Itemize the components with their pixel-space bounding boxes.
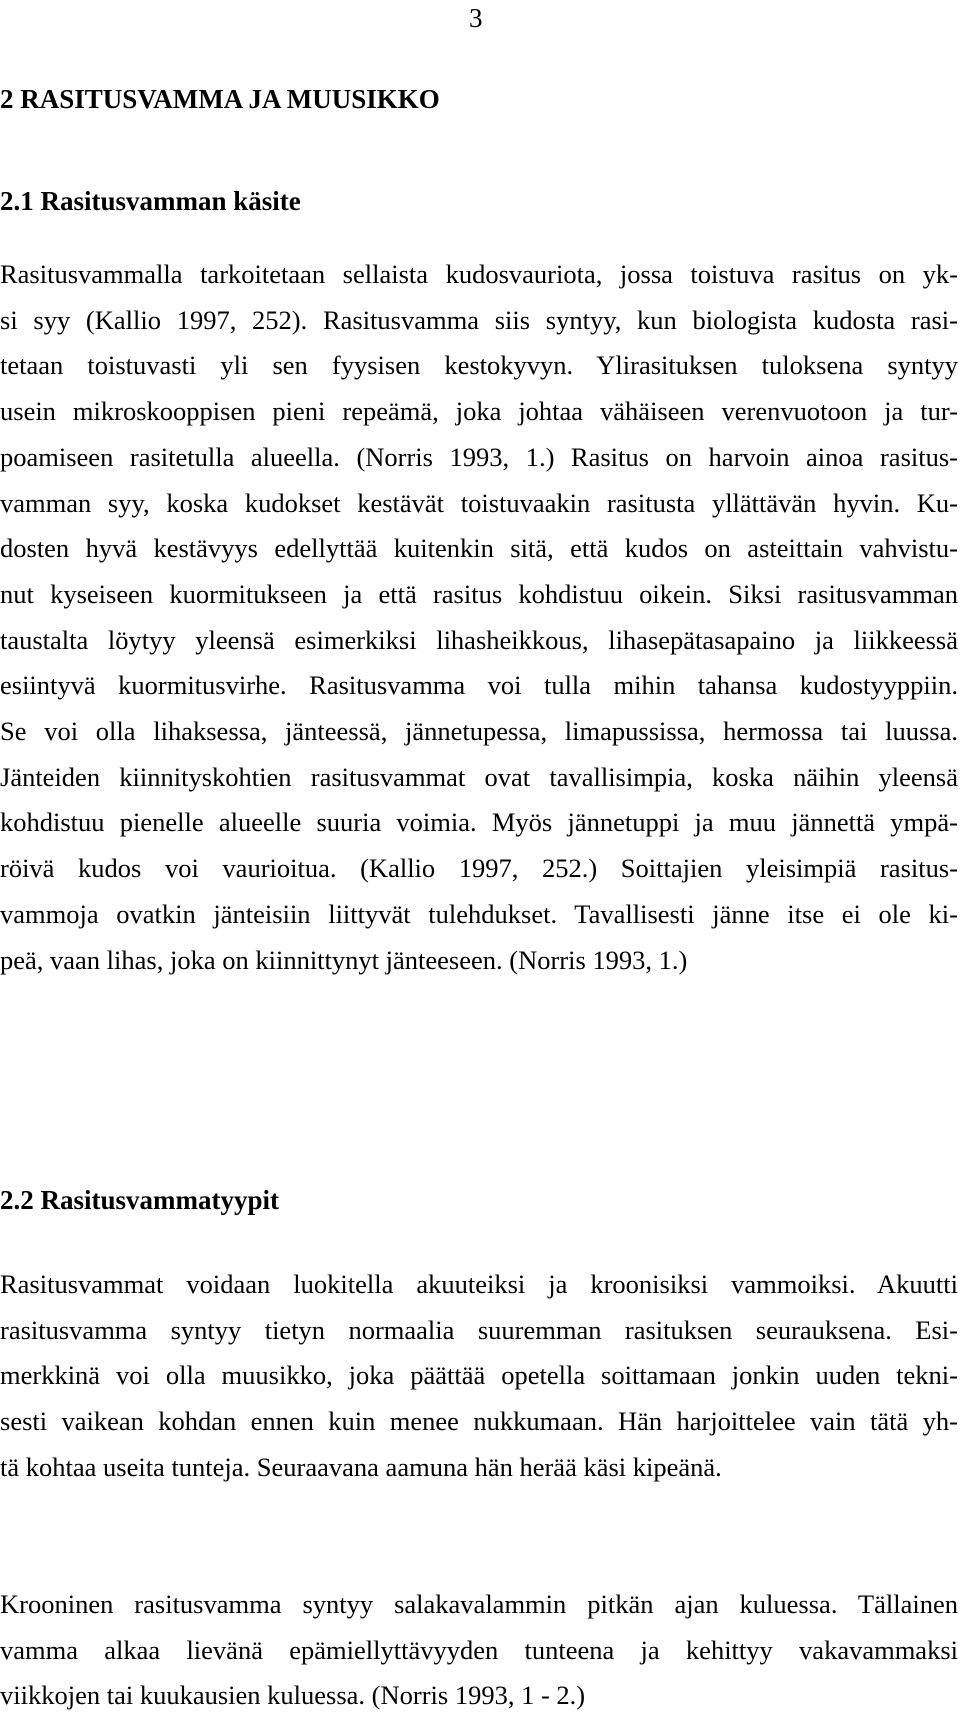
text-line: si syy (Kallio 1997, 252). Rasitusvamma siis syntyy, kun biologista kudosta rasi-: [0, 304, 958, 335]
text-line: vammoja ovatkin jänteisiin liittyvät tulehdukset. Tavallisesti jänne itse ei ole ki-: [0, 898, 958, 929]
text-line: Rasitusvammalla tarkoitetaan sellaista kudosvauriota, jossa toistuva rasitus on yk-: [0, 259, 958, 289]
text-line: Se voi olla lihaksessa, jänteessä, jännetupessa, limapussissa, hermossa tai luussa.: [0, 716, 958, 747]
text-line: Jänteiden kiinnityskohtien rasitusvammat ovat tavallisimpia, koska näihin yleensä: [0, 761, 958, 792]
text-line: taustalta löytyy yleensä esimerkiksi lihasheikkous, lihasepätasapaino ja liikkeessä: [0, 624, 958, 655]
section-heading-2-2: 2.2 Rasitusvammatyypit: [0, 1185, 280, 1215]
text-line: vamma alkaa lievänä epämiellyttävyyden tunteena ja kehittyy vakavammaksi: [0, 1634, 958, 1665]
text-line: kohdistuu pienelle alueelle suuria voimia. Myös jännetuppi ja muu jännettä ympä-: [0, 807, 958, 838]
text-line: tetaan toistuvasti yli sen fyysisen kestokyvyn. Ylirasituksen tuloksena syntyy: [0, 350, 958, 381]
text-line: merkkinä voi olla muusikko, joka päättää opetella soittamaan jonkin uuden tekni-: [0, 1360, 958, 1391]
text-line: viikkojen tai kuukausien kuluessa. (Norris 1993, 1 - 2.): [0, 1680, 586, 1711]
text-line: röivä kudos voi vaurioitua. (Kallio 1997, 252.) Soittajien yleisimpiä rasitus-: [0, 853, 958, 884]
text-line: usein mikroskooppisen pieni repeämä, joka johtaa vähäiseen verenvuotoon ja tur-: [0, 396, 958, 427]
page-number: 3: [469, 3, 483, 33]
text-line: poamiseen rasitetulla alueella. (Norris 1993, 1.) Rasitus on harvoin ainoa rasitus-: [0, 441, 958, 472]
paragraph-stress-injury-concept: [0, 252, 958, 983]
paragraph-chronic-injury: [0, 1582, 958, 1719]
text-line: Rasitusvammat voidaan luokitella akuuteiksi ja kroonisiksi vammoiksi. Akuutti: [0, 1269, 958, 1299]
text-line: esiintyvä kuormitusvirhe. Rasitusvamma voi tulla mihin tahansa kudostyyppiin.: [0, 670, 958, 701]
chapter-heading: 2 RASITUSVAMMA JA MUUSIKKO: [0, 84, 440, 114]
text-line: tä kohtaa useita tunteja. Seuraavana aamuna hän herää käsi kipeänä.: [0, 1451, 722, 1482]
text-line: peä, vaan lihas, joka on kiinnittynyt jänteeseen. (Norris 1993, 1.): [0, 944, 688, 975]
text-line: sesti vaikean kohdan ennen kuin menee nukkumaan. Hän harjoittelee vain tätä yh-: [0, 1406, 958, 1437]
text-line: Krooninen rasitusvamma syntyy salakavalammin pitkän ajan kuluessa. Tällainen: [0, 1589, 958, 1619]
section-heading-2-1: 2.1 Rasitusvamman käsite: [0, 186, 301, 216]
text-line: rasitusvamma syntyy tietyn normaalia suuremman rasituksen seurauksena. Esi-: [0, 1314, 958, 1345]
paragraph-acute-injury: [0, 1262, 958, 1491]
text-line: vamman syy, koska kudokset kestävät toistuvaakin rasitusta yllättävän hyvin. Ku-: [0, 487, 958, 518]
text-line: nut kyseiseen kuormitukseen ja että rasitus kohdistuu oikein. Siksi rasitusvamman: [0, 578, 958, 609]
text-line: dosten hyvä kestävyys edellyttää kuitenkin sitä, että kudos on asteittain vahvistu-: [0, 533, 958, 564]
